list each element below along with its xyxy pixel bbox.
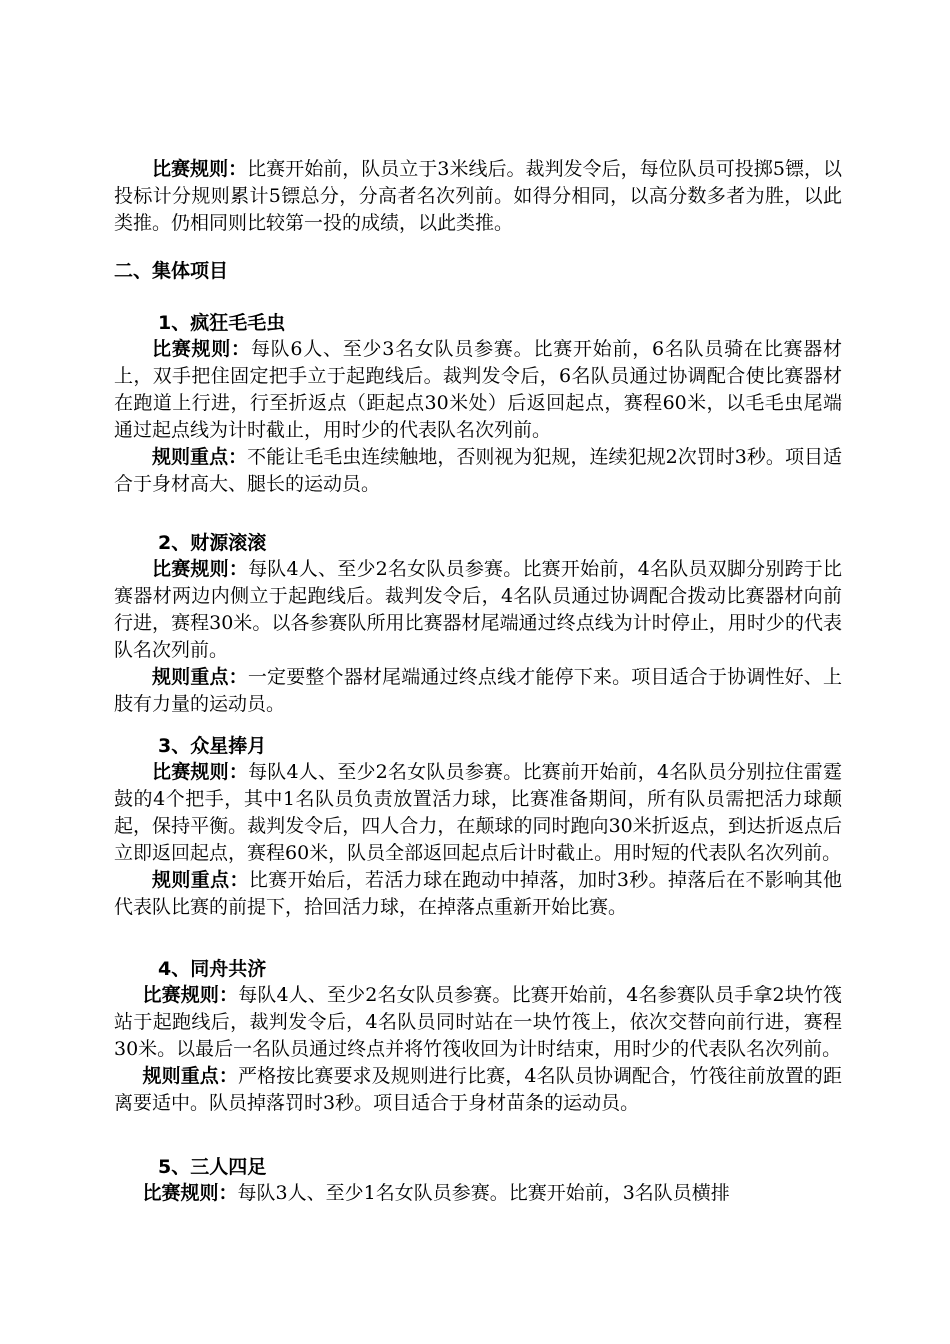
item-3-rule (114, 759, 842, 867)
item-4-key (114, 1063, 842, 1117)
item-2-rule (114, 556, 842, 664)
item-2-block (114, 556, 842, 718)
section-title: 二、集体项目 (114, 260, 229, 282)
item-3-key-text: 比赛开始后，若活力球在跑动中掉落，加时3秒。掉落后在不影响其他代表队比赛的前提下，拾回活力球，在掉落点重新开始比赛。 (114, 869, 842, 918)
intro-block (114, 156, 842, 237)
item-2-title: 2、财源滚滚 (158, 532, 267, 554)
item-4-key-text: 严格按比赛要求及规则进行比赛，4名队员协调配合，竹筏往前放置的距离要适中。队员掉落罚时3秒。项目适合于身材苗条的运动员。 (114, 1065, 842, 1114)
item-2-key-text: 一定要整个器材尾端通过终点线才能停下来。项目适合于协调性好、上肢有力量的运动员。 (114, 666, 842, 715)
item-2-key-label: 规则重点： (152, 666, 248, 688)
item-3-title: 3、众星捧月 (158, 735, 267, 757)
item-4-rule (114, 982, 842, 1063)
item-2-rule-label: 比赛规则： (152, 558, 249, 580)
item-2-key (114, 664, 842, 718)
item-3-key-label: 规则重点： (152, 869, 249, 891)
item-4-block (114, 982, 842, 1117)
item-3-block (114, 759, 842, 921)
item-1-block (114, 336, 842, 498)
intro-rule-text: 比赛开始前，队员立于3米线后。裁判发令后，每位队员可投掷5镖，以投标计分规则累计5镖总分，分高者名次列前。如得分相同，以高分数多者为胜，以此类推。仍相同则比较第一投的成绩，以此类推。 (114, 158, 842, 234)
item-1-key (114, 444, 842, 498)
item-1-key-label: 规则重点： (152, 446, 248, 468)
item-5-rule-label: 比赛规则： (142, 1182, 238, 1204)
item-2-rule-text: 每队4人、至少2名女队员参赛。比赛开始前，4名队员双脚分别跨于比赛器材两边内侧立于起跑线后。裁判发令后，4名队员通过协调配合拨动比赛器材向前行进，赛程30米。以各参赛队所用比赛器材尾端通过终点线为计时停止，用时少的代表队名次列前。 (114, 558, 842, 661)
item-5-rule-text: 每队3人、至少1名女队员参赛。比赛开始前，3名队员横排 (237, 1182, 730, 1204)
item-4-title: 4、同舟共济 (158, 958, 267, 980)
item-3-rule-label: 比赛规则： (152, 761, 249, 783)
item-1-rule (114, 336, 842, 444)
item-1-rule-text: 每队6人、至少3名女队员参赛。比赛开始前，6名队员骑在比赛器材上，双手把住固定把手立于起跑线后。裁判发令后，6名队员通过协调配合使比赛器材在跑道上行进，行至折返点（距起点30米处）后返回起点，赛程60米，以毛毛虫尾端通过起点线为计时截止，用时少的代表队名次列前。 (114, 338, 842, 441)
item-4-rule-text: 每队4人、至少2名女队员参赛。比赛开始前，4名参赛队员手拿2块竹筏站于起跑线后，裁判发令后，4名队员同时站在一块竹筏上，依次交替向前行进，赛程30米。以最后一名队员通过终点并将竹筏收回为计时结束，用时少的代表队名次列前。 (114, 984, 842, 1060)
item-5-title: 5、三人四足 (158, 1156, 267, 1178)
item-4-key-label: 规则重点： (142, 1065, 238, 1087)
item-1-title: 1、疯狂毛毛虫 (158, 312, 286, 334)
intro-rule-label: 比赛规则： (152, 158, 248, 180)
item-3-rule-text: 每队4人、至少2名女队员参赛。比赛前开始前，4名队员分别拉住雷霆鼓的4个把手，其中1名队员负责放置活力球，比赛准备期间，所有队员需把活力球颠起，保持平衡。裁判发令后，四人合力，在颠球的同时跑向30米折返点，到达折返点后立即返回起点，赛程60米，队员全部返回起点后计时截止。用时短的代表队名次列前。 (114, 761, 842, 864)
item-3-key (114, 867, 842, 921)
item-5-block (114, 1180, 842, 1207)
item-1-rule-label: 比赛规则： (152, 338, 251, 360)
item-1-key-text: 不能让毛毛虫连续触地，否则视为犯规，连续犯规2次罚时3秒。项目适合于身材高大、腿长的运动员。 (114, 446, 842, 495)
item-5-rule (114, 1180, 842, 1207)
item-4-rule-label: 比赛规则： (142, 984, 239, 1006)
intro-paragraph (114, 156, 842, 237)
